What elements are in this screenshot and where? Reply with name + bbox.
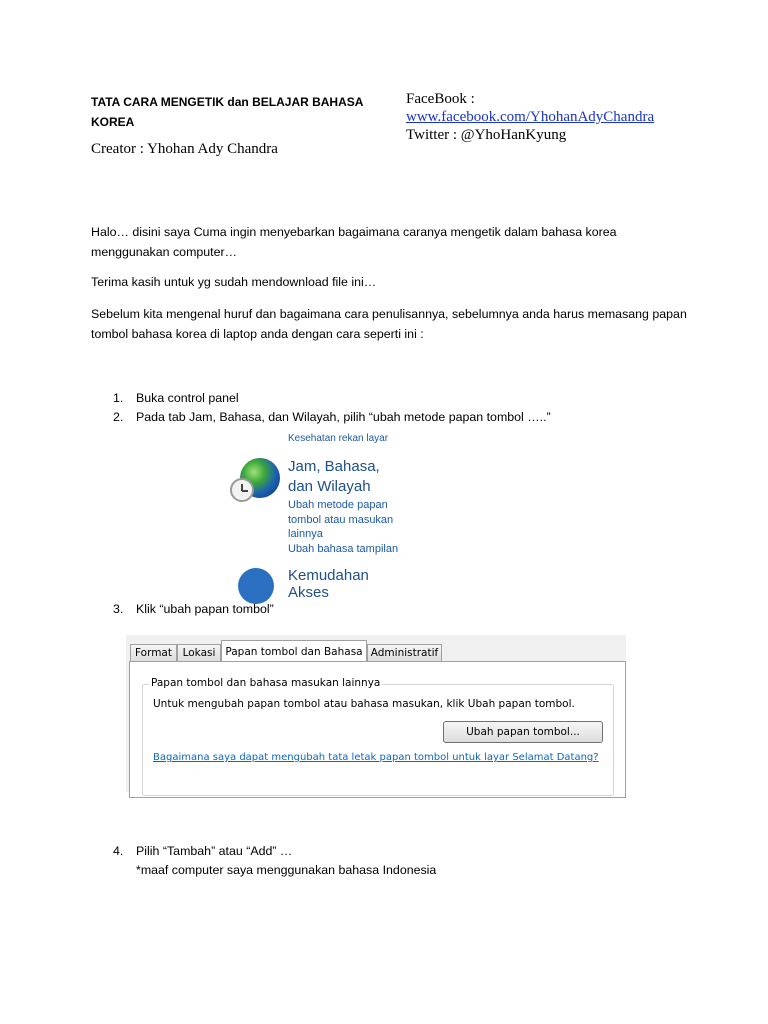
group-label: Papan tombol dan bahasa masukan lainnya (151, 677, 381, 689)
tab-administratif[interactable]: Administratif (367, 644, 442, 662)
thanks-paragraph: Terima kasih untuk yg sudah mendownload file ini… (91, 275, 377, 289)
change-display-language-link[interactable]: Ubah bahasa tampilan (288, 542, 399, 555)
twitter-handle: Twitter : @YhoHanKyung (406, 127, 567, 143)
category-links (288, 498, 408, 556)
list-item: 4. Pilih “Tambah” atau “Add” … (113, 844, 293, 858)
change-keyboard-link[interactable]: Ubah metode papan tombol atau masukan lainnya (288, 499, 394, 540)
welcome-screen-help-link[interactable]: Bagaimana saya dapat mengubah tata letak papan tombol untuk layar Selamat Datang? (153, 752, 599, 763)
change-keyboard-button[interactable]: Ubah papan tombol... (443, 721, 603, 743)
tab-format[interactable]: Format (130, 644, 177, 662)
step4-note: *maaf computer saya menggunakan bahasa Indonesia (136, 863, 437, 877)
tab-panel (129, 661, 626, 798)
list-item: 1. Buka control panel (113, 391, 239, 405)
facebook-link[interactable]: www.facebook.com/YhohanAdyChandra (406, 109, 655, 125)
tab-keyboard-language[interactable]: Papan tombol dan Bahasa (221, 640, 367, 663)
clock-icon (230, 478, 254, 502)
facebook-label: FaceBook : (406, 91, 475, 107)
setup-paragraph: Sebelum kita mengenal huruf dan bagaimana cara penulisannya, sebelumnya anda harus memasang papan tombol bahasa korea di laptop anda dengan cara seperti ini : (91, 307, 687, 341)
creator-line: Creator : Yhohan Ady Chandra (91, 141, 278, 157)
region-language-dialog (126, 635, 626, 792)
control-panel-screenshot (230, 433, 410, 601)
cut-off-link: Kesehatan rekan layar (288, 433, 389, 444)
keyboard-group (142, 677, 614, 796)
social-block (406, 90, 654, 144)
cut-off-heading: Kemudahan Akses (288, 567, 369, 601)
category-heading[interactable]: Jam, Bahasa, dan Wilayah (288, 458, 380, 495)
document-title: TATA CARA MENGETIK dan BELAJAR BAHASA KOREA (91, 95, 363, 129)
group-instruction: Untuk mengubah papan tombol atau bahasa masukan, klik Ubah papan tombol. (153, 698, 575, 710)
list-item: 3. Klik “ubah papan tombol” (113, 602, 274, 616)
list-item: 2. Pada tab Jam, Bahasa, dan Wilayah, pilih “ubah metode papan tombol …..” (113, 410, 551, 424)
intro-paragraph: Halo… disini saya Cuma ingin menyebarkan bagaimana caranya mengetik dalam bahasa korea menggunakan computer… (91, 225, 617, 259)
accessibility-icon (238, 568, 274, 604)
tab-lokasi[interactable]: Lokasi (177, 644, 221, 662)
